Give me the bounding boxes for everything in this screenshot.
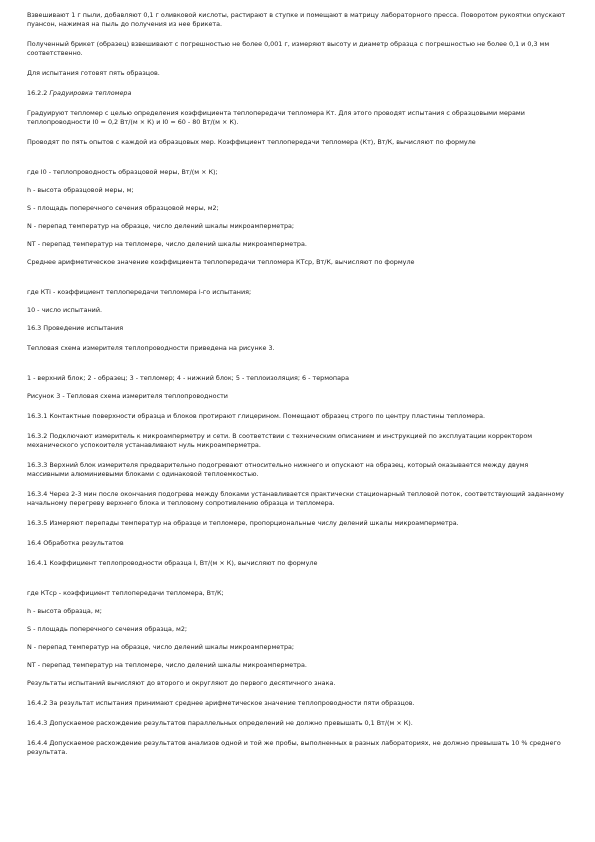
- paragraph-16-3-4: 16.3.4 Через 2-3 мин после окончания подогрева между блоками устанавливается практически стационарный тепловой поток, соответствующий заданному начальному перегреву верхнего блока и тепловому сопротивлению образца и тепломера.: [27, 490, 564, 507]
- section-heading-testing: 16.3 Проведение испытания: [27, 324, 124, 332]
- paragraph-mean-coefficient: Среднее арифметическое значение коэффициента теплопередачи тепломера КТср, Вт/К, вычисляют по формуле: [27, 258, 415, 266]
- paragraph-sample-count: Для испытания готовят пять образцов.: [27, 69, 160, 77]
- legend-line-kti: где КТi - коэффициент теплопередачи тепломера i-го испытания;: [27, 288, 252, 296]
- legend-line-nt: NT - перепад температур на тепломере, число делений шкалы микроамперметра.: [27, 240, 307, 248]
- paragraph-16-3-1: 16.3.1 Контактные поверхности образца и блоков протирают глицерином. Помещают образец строго по центру пластины тепломера.: [27, 412, 486, 420]
- legend-line-nt-sample: NT - перепад температур на тепломере, число делений шкалы микроамперметра.: [27, 661, 307, 669]
- legend-line-n: N - перепад температур на образце, число делений шкалы микроамперметра;: [27, 222, 295, 230]
- paragraph-rounding: Результаты испытаний вычисляют до второго и округляют до первого десятичного знака.: [27, 679, 336, 687]
- paragraph-16-4-2: 16.4.2 За результат испытания принимают среднее арифметическое значение теплопроводности пяти образцов.: [27, 699, 415, 707]
- paragraph-16-4-4: 16.4.4 Допускаемое расхождение результатов анализов одной и той же пробы, выполненных в разных лабораториях, не должно превышать 10 % среднего результата.: [27, 739, 561, 756]
- section-number: 16.2.2: [27, 89, 48, 97]
- paragraph-figure-reference: Тепловая схема измерителя теплопроводности приведена на рисунке 3.: [27, 344, 275, 352]
- paragraph-briquette-prep: Взвешивают 1 г пыли, добавляют 0,1 г оливковой кислоты, растирают в ступке и помещают в матрицу лабораторного пресса. Поворотом рукоятки опускают пуансон, нажимая на пыль до получения из нее брикета.: [27, 11, 566, 28]
- legend-line-h-sample: h - высота образца, м;: [27, 607, 102, 615]
- section-heading-results: 16.4 Обработка результатов: [27, 539, 124, 547]
- document-page: [27, 11, 572, 768]
- paragraph-16-4-1: 16.4.1 Коэффициент теплопроводности образца I, Вт/(м × К), вычисляют по формуле: [27, 559, 318, 567]
- paragraph-16-3-5: 16.3.5 Измеряют перепады температур на образце и тепломере, пропорциональные числу делений шкалы микроамперметра.: [27, 519, 459, 527]
- paragraph-16-3-3: 16.3.3 Верхний блок измерителя предварительно подогревают относительно нижнего и опускают на образец, который оказывается между двумя массивными алюминиевыми блоками с одинаковой теплоемкостью.: [27, 461, 529, 478]
- legend-line-count: 10 - число испытаний.: [27, 306, 103, 314]
- legend-line-l0: где I0 - теплопроводность образцовой меры, Вт/(м × К);: [27, 168, 218, 176]
- legend-line-s-sample: S - площадь поперечного сечения образца, м2;: [27, 625, 188, 633]
- paragraph-calibration-purpose: Градуируют тепломер с целью определения коэффициента теплопередачи тепломера Кт. Для этого проводят испытания с образцовыми мерами теплопроводности I0 = 0,2 Вт/(м × К) и I0 = 60 - 80 Вт/(м × К).: [27, 109, 525, 126]
- figure-legend: 1 - верхний блок; 2 - образец; 3 - тепломер; 4 - нижний блок; 5 - теплоизоляция; 6 - термопара: [27, 374, 349, 382]
- legend-line-ktcp: где КТср - коэффициент теплопередачи тепломера, Вт/К;: [27, 589, 224, 597]
- paragraph-16-3-2: 16.3.2 Подключают измеритель к микроамперметру и сети. В соответствии с техническим описанием и инструкцией по эксплуатации корректором механического успокоителя устанавливают нуль микроамперметра.: [27, 432, 533, 449]
- legend-line-s: S - площадь поперечного сечения образцовой меры, м2;: [27, 204, 219, 212]
- section-heading-calibration: [27, 89, 572, 98]
- legend-line-h: h - высота образцовой меры, м;: [27, 186, 134, 194]
- paragraph-briquette-weigh: Полученный брикет (образец) взвешивают с погрешностью не более 0,001 г, измеряют высоту и диаметр образца с погрешностью не более 0,1 и 0,3 мм соответственно.: [27, 40, 550, 57]
- figure-caption: Рисунок 3 - Тепловая схема измерителя теплопроводности: [27, 392, 228, 400]
- paragraph-16-4-3: 16.4.3 Допускаемое расхождение результатов параллельных определений не должно превышать 0,1 Вт/(м × К).: [27, 719, 413, 727]
- section-title: Градуировка тепломера: [49, 89, 132, 97]
- legend-line-n-sample: N - перепад температур на образце, число делений шкалы микроамперметра;: [27, 643, 295, 651]
- paragraph-calibration-formula-intro: Проводят по пять опытов с каждой из образцовых мер. Коэффициент теплопередачи тепломера (Кт), Вт/К, вычисляют по формуле: [27, 138, 476, 146]
